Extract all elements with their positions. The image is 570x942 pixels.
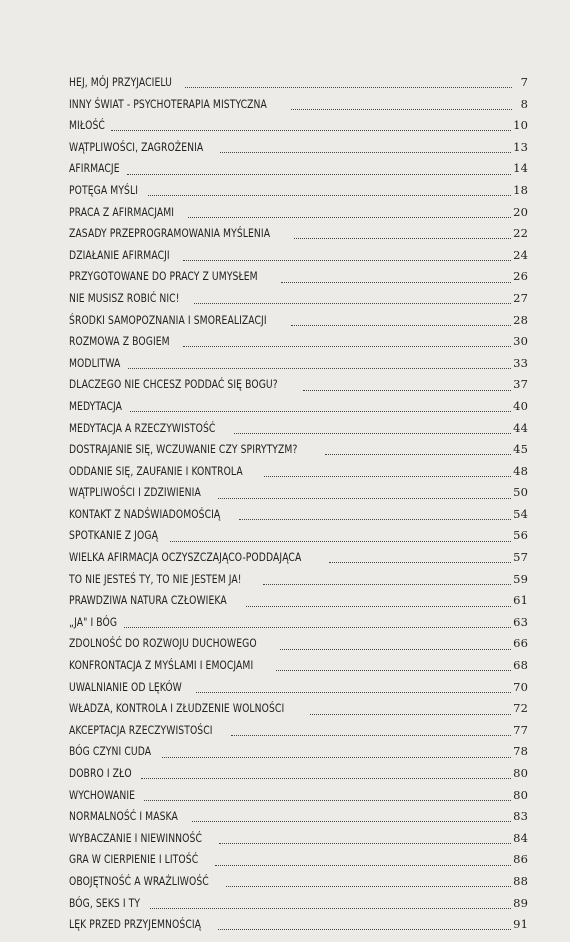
- toc-entry-title: WĄTPLIWOŚCI, ZAGROŻENIA: [69, 139, 204, 154]
- dot-leader: [281, 282, 511, 283]
- toc-entry: [69, 590, 528, 612]
- toc-entry-title: DLACZEGO NIE CHCESZ PODDAĆ SIĘ BOGU?: [69, 377, 278, 392]
- toc-entry: [69, 288, 528, 310]
- dot-leader: [111, 130, 511, 131]
- toc-entry: [69, 698, 528, 720]
- toc-entry: [69, 331, 528, 353]
- dot-leader: [128, 368, 511, 369]
- toc-entry-page-number: 50: [513, 485, 528, 500]
- toc-entry-page-number: 27: [513, 290, 528, 305]
- toc-entry-page-number: 44: [513, 420, 528, 435]
- toc-entry-page-number: 22: [513, 226, 528, 241]
- toc-entry: [69, 525, 528, 547]
- toc-entry: [69, 806, 528, 828]
- toc-entry-page-number: 18: [513, 182, 528, 197]
- toc-entry: [69, 893, 528, 915]
- dot-leader: [291, 109, 512, 110]
- toc-entry-page-number: 66: [513, 636, 528, 651]
- toc-entry-title: DOSTRAJANIE SIĘ, WCZUWANIE CZY SPIRYTYZM?: [69, 442, 298, 457]
- toc-entry: [69, 266, 528, 288]
- table-of-contents: [69, 72, 528, 936]
- toc-entry-title: PRAWDZIWA NATURA CZŁOWIEKA: [69, 593, 227, 608]
- toc-entry-page-number: 63: [513, 614, 528, 629]
- dot-leader: [263, 584, 511, 585]
- dot-leader: [127, 174, 511, 175]
- toc-entry-title: WĄTPLIWOŚCI I ZDZIWIENIA: [69, 485, 201, 500]
- toc-entry: [69, 720, 528, 742]
- toc-entry: [69, 202, 528, 224]
- toc-entry-title: ODDANIE SIĘ, ZAUFANIE I KONTROLA: [69, 463, 243, 478]
- dot-leader: [144, 800, 511, 801]
- toc-entry: [69, 223, 528, 245]
- toc-entry-page-number: 20: [513, 204, 528, 219]
- toc-entry-page-number: 78: [513, 744, 528, 759]
- toc-entry: [69, 569, 528, 591]
- dot-leader: [239, 519, 511, 520]
- toc-entry: [69, 180, 528, 202]
- toc-entry-title: AFIRMACJE: [69, 161, 120, 176]
- toc-entry-title: AKCEPTACJA RZECZYWISTOŚCI: [69, 722, 213, 737]
- toc-entry-title: NORMALNOŚĆ I MASKA: [69, 809, 178, 824]
- toc-entry-title: PRACA Z AFIRMACJAMI: [69, 204, 175, 219]
- toc-entry: [69, 849, 528, 871]
- toc-entry: [69, 374, 528, 396]
- toc-entry-title: KONFRONTACJA Z MYŚLAMI I EMOCJAMI: [69, 658, 254, 673]
- toc-entry-page-number: 91: [513, 917, 528, 932]
- dot-leader: [141, 778, 512, 779]
- dot-leader: [162, 757, 511, 758]
- dot-leader: [329, 562, 511, 563]
- toc-entry-title: TO NIE JESTEŚ TY, TO NIE JESTEM JA!: [69, 571, 242, 586]
- toc-entry-title: OBOJĘTNOŚĆ A WRAŻLIWOŚĆ: [69, 873, 209, 888]
- toc-entry-title: ŚRODKI SAMOPOZNANIA I SMOREALIZACJI: [69, 312, 267, 327]
- toc-entry-page-number: 72: [513, 701, 528, 716]
- toc-entry-page-number: 8: [520, 96, 528, 111]
- toc-entry: [69, 396, 528, 418]
- toc-entry-page-number: 10: [513, 118, 528, 133]
- toc-entry: [69, 310, 528, 332]
- toc-entry-title: ZASADY PRZEPROGRAMOWANIA MYŚLENIA: [69, 226, 271, 241]
- toc-entry: [69, 137, 528, 159]
- toc-entry-title: DZIAŁANIE AFIRMACJI: [69, 247, 170, 262]
- toc-entry: [69, 72, 528, 94]
- dot-leader: [170, 541, 511, 542]
- toc-entry-page-number: 84: [513, 830, 528, 845]
- toc-entry-page-number: 13: [513, 139, 528, 154]
- toc-entry: [69, 439, 528, 461]
- dot-leader: [130, 411, 511, 412]
- dot-leader: [124, 627, 511, 628]
- toc-entry-page-number: 40: [513, 398, 528, 413]
- dot-leader: [276, 670, 511, 671]
- toc-entry-page-number: 88: [513, 873, 528, 888]
- toc-entry: [69, 418, 528, 440]
- toc-entry-page-number: 54: [513, 506, 528, 521]
- toc-entry-title: WYBACZANIE I NIEWINNOŚĆ: [69, 830, 203, 845]
- toc-entry: [69, 655, 528, 677]
- toc-entry-title: HEJ, MÓJ PRZYJACIELU: [69, 75, 172, 89]
- toc-entry: [69, 871, 528, 893]
- toc-entry: [69, 245, 528, 267]
- dot-leader: [218, 498, 512, 499]
- toc-entry: [69, 677, 528, 699]
- toc-entry-title: SPOTKANIE Z JOGĄ: [69, 528, 158, 543]
- dot-leader: [219, 843, 511, 844]
- dot-leader: [192, 821, 511, 822]
- dot-leader: [294, 238, 511, 239]
- toc-entry-title: GRA W CIERPIENIE I LITOŚĆ: [69, 852, 199, 867]
- dot-leader: [325, 454, 511, 455]
- dot-leader: [231, 735, 512, 736]
- dot-leader: [148, 195, 511, 196]
- toc-entry-title: BÓG, SEKS I TY: [69, 895, 141, 910]
- toc-entry-page-number: 80: [513, 787, 528, 802]
- toc-entry-page-number: 83: [513, 809, 528, 824]
- dot-leader: [196, 692, 511, 693]
- dot-leader: [194, 303, 511, 304]
- toc-entry-page-number: 7: [520, 75, 528, 89]
- toc-entry: [69, 115, 528, 137]
- toc-entry-title: MODLITWA: [69, 355, 121, 370]
- toc-entry-page-number: 24: [513, 247, 528, 262]
- toc-entry-page-number: 57: [513, 550, 528, 565]
- dot-leader: [188, 217, 511, 218]
- toc-entry: [69, 158, 528, 180]
- dot-leader: [220, 152, 511, 153]
- toc-entry-title: LĘK PRZED PRZYJEMNOŚCIĄ: [69, 917, 202, 932]
- toc-entry-title: „JA" I BÓG: [69, 614, 118, 629]
- toc-entry-title: WŁADZA, KONTROLA I ZŁUDZENIE WOLNOŚCI: [69, 701, 285, 716]
- toc-entry-title: MEDYTACJA: [69, 398, 123, 413]
- dot-leader: [264, 476, 511, 477]
- toc-entry-page-number: 48: [513, 463, 528, 478]
- toc-entry-title: ZDOLNOŚĆ DO ROZWOJU DUCHOWEGO: [69, 636, 257, 651]
- toc-entry-page-number: 70: [513, 679, 528, 694]
- toc-entry-page-number: 14: [513, 161, 528, 176]
- dot-leader: [303, 390, 511, 391]
- toc-entry-page-number: 33: [513, 355, 528, 370]
- dot-leader: [310, 714, 511, 715]
- toc-entry: [69, 763, 528, 785]
- toc-entry-title: POTĘGA MYŚLI: [69, 182, 139, 197]
- dot-leader: [226, 886, 511, 887]
- toc-entry-title: DOBRO I ZŁO: [69, 766, 132, 780]
- toc-entry-page-number: 56: [513, 528, 528, 543]
- toc-entry-title: PRZYGOTOWANE DO PRACY Z UMYSŁEM: [69, 269, 258, 284]
- dot-leader: [150, 908, 511, 909]
- dot-leader: [218, 929, 511, 930]
- toc-entry-page-number: 61: [513, 593, 528, 608]
- dot-leader: [246, 606, 511, 607]
- toc-entry-page-number: 68: [513, 658, 528, 673]
- toc-entry-title: NIE MUSISZ ROBIĆ NIC!: [69, 290, 180, 305]
- toc-entry: [69, 94, 528, 116]
- toc-entry-title: MEDYTACJA A RZECZYWISTOŚĆ: [69, 420, 216, 435]
- toc-entry-title: BÓG CZYNI CUDA: [69, 744, 152, 759]
- toc-entry-title: INNY ŚWIAT - PSYCHOTERAPIA MISTYCZNA: [69, 96, 267, 111]
- dot-leader: [291, 325, 512, 326]
- toc-entry-title: ROZMOWA Z BOGIEM: [69, 334, 170, 349]
- toc-entry-page-number: 59: [513, 571, 528, 586]
- toc-entry-title: UWALNIANIE OD LĘKÓW: [69, 679, 182, 694]
- dot-leader: [183, 260, 511, 261]
- toc-entry-page-number: 26: [513, 269, 528, 284]
- toc-entry-page-number: 80: [513, 766, 528, 780]
- toc-entry-page-number: 30: [513, 334, 528, 349]
- toc-entry: [69, 741, 528, 763]
- dot-leader: [215, 865, 512, 866]
- dot-leader: [280, 649, 512, 650]
- toc-entry-page-number: 77: [513, 722, 528, 737]
- toc-entry: [69, 914, 528, 936]
- toc-entry: [69, 828, 528, 850]
- toc-entry-title: MIŁOŚĆ: [69, 118, 105, 133]
- toc-entry-page-number: 86: [513, 852, 528, 867]
- toc-entry: [69, 482, 528, 504]
- toc-entry: [69, 504, 528, 526]
- dot-leader: [183, 346, 511, 347]
- toc-entry-page-number: 45: [513, 442, 528, 457]
- toc-entry: [69, 785, 528, 807]
- dot-leader: [234, 433, 511, 434]
- toc-entry-title: KONTAKT Z NADŚWIADOMOŚCIĄ: [69, 506, 221, 521]
- dot-leader: [185, 87, 512, 88]
- toc-entry: [69, 461, 528, 483]
- toc-entry: [69, 612, 528, 634]
- toc-entry: [69, 633, 528, 655]
- toc-entry-title: WIELKA AFIRMACJA OCZYSZCZAJĄCO-PODDAJĄCA: [69, 550, 302, 565]
- toc-entry-title: WYCHOWANIE: [69, 787, 136, 802]
- toc-entry-page-number: 37: [513, 377, 528, 392]
- toc-entry-page-number: 28: [513, 312, 528, 327]
- toc-entry: [69, 547, 528, 569]
- toc-entry: [69, 353, 528, 375]
- toc-entry-page-number: 89: [513, 895, 528, 910]
